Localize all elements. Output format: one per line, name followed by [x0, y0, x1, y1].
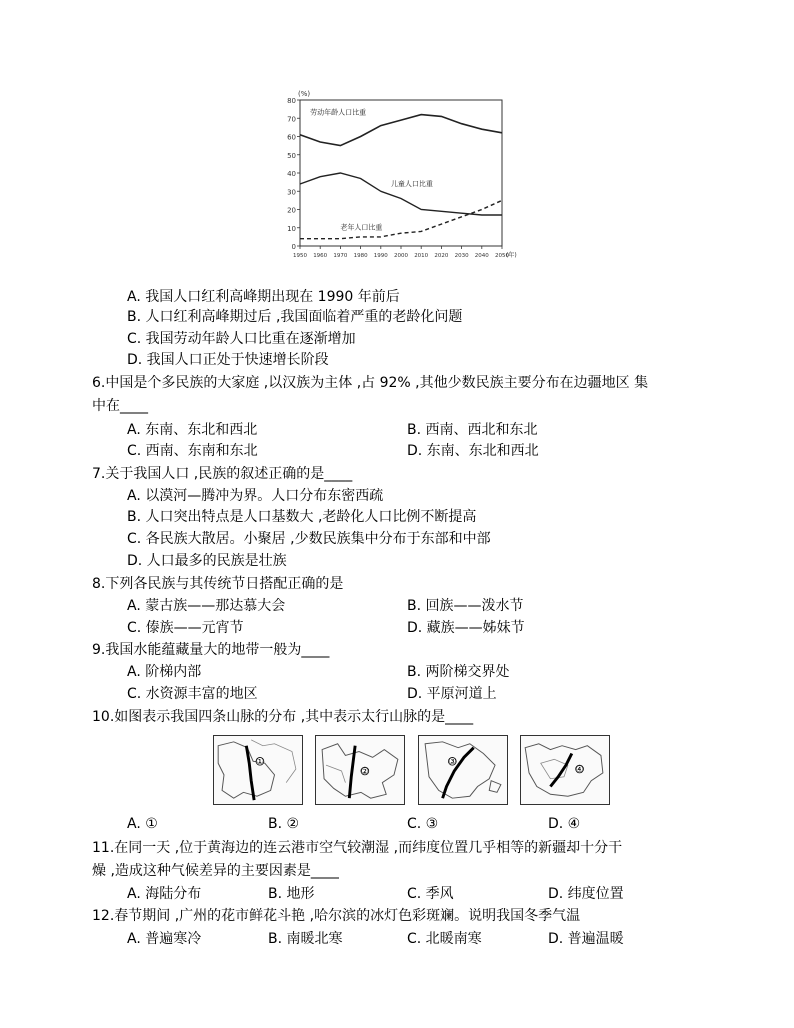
q11-option-d: D. 纬度位置	[548, 886, 624, 902]
q11-option-a: A. 海陆分布	[127, 886, 202, 902]
q10-stem: 10.如图表示我国四条山脉的分布 ,其中表示太行山脉的是____	[92, 709, 474, 725]
x-tick-label: 1980	[353, 253, 368, 259]
y-tick-label: 40	[287, 170, 296, 178]
q5-option-c: C. 我国劳动年龄人口比重在逐渐增加	[127, 331, 356, 347]
q11-stem: 11.在同一天 ,位于黄海边的连云港市空气较潮湿 ,而纬度位置几乎相等的新疆却十分干	[92, 840, 623, 856]
child-series-label: 儿童人口比重	[390, 179, 433, 188]
q12-option-d: D. 普遍温暖	[548, 931, 624, 947]
chart-frame	[300, 100, 502, 246]
q8-option-c: C. 傣族——元宵节	[127, 620, 244, 636]
x-unit-label: (年)	[506, 252, 517, 259]
mountain-map-4	[520, 735, 610, 805]
working-age-line	[300, 115, 502, 146]
y-tick-label: 70	[287, 115, 296, 124]
q10-option-b: B. ②	[268, 816, 300, 832]
y-unit-label: (%)	[298, 90, 311, 98]
x-tick-label: 2020	[434, 253, 449, 259]
map-mark-2: ②	[360, 766, 369, 777]
q6-option-b: B. 西南、西北和东北	[407, 422, 538, 438]
q12-option-a: A. 普遍寒冷	[127, 931, 202, 947]
q7-option-b: B. 人口突出特点是人口基数大 ,老龄化人口比例不断提高	[127, 509, 477, 525]
q9-option-c: C. 水资源丰富的地区	[127, 686, 258, 702]
x-tick-label: 2030	[454, 253, 469, 259]
q12-option-c: C. 北暖南寒	[407, 931, 482, 947]
elderly-series-label: 老年人口比重	[340, 223, 383, 232]
y-tick-label: 60	[287, 133, 296, 142]
q10-option-c: C. ③	[407, 816, 439, 832]
q9-stem: 9.我国水能蕴藏量大的地带一般为____	[92, 642, 330, 658]
x-tick-label: 2010	[414, 253, 429, 259]
q9-option-d: D. 平原河道上	[407, 686, 497, 702]
x-tick-label: 1950	[293, 253, 307, 259]
y-tick-label: 30	[287, 188, 296, 197]
x-tick-label: 1960	[313, 253, 328, 259]
x-tick-label: 2000	[394, 253, 408, 259]
q11-option-b: B. 地形	[268, 886, 315, 902]
q11-stem-cont: 燥 ,造成这种气候差异的主要因素是____	[92, 863, 339, 879]
map-mark-1: ①	[256, 757, 264, 768]
y-tick-label: 10	[287, 224, 296, 233]
q7-option-d: D. 人口最多的民族是壮族	[127, 553, 287, 569]
q10-option-a: A. ①	[127, 816, 158, 832]
q7-option-c: C. 各民族大散居。小聚居 ,少数民族集中分布于东部和中部	[127, 531, 491, 547]
q6-option-c: C. 西南、东南和东北	[127, 443, 258, 459]
x-tick-label: 2050	[495, 253, 509, 259]
map-mark-4: ④	[575, 764, 584, 775]
map-mark-3: ③	[448, 757, 457, 768]
q5-option-a: A. 我国人口红利高峰期出现在 1990 年前后	[127, 289, 400, 305]
q9-option-b: B. 两阶梯交界处	[407, 664, 510, 680]
q6-option-a: A. 东南、东北和西北	[127, 422, 258, 438]
x-tick-label: 1990	[373, 253, 388, 259]
working-age-series-label: 劳动年龄人口比重	[310, 108, 367, 117]
x-tick-label: 2040	[474, 253, 489, 259]
mountain-map-1	[213, 735, 303, 805]
y-tick-label: 50	[287, 151, 296, 160]
q11-option-c: C. 季风	[407, 886, 454, 902]
q8-option-a: A. 蒙古族——那达慕大会	[127, 598, 286, 614]
y-tick-label: 0	[291, 243, 296, 251]
mountain-map-2	[315, 735, 405, 805]
q10-option-d: D. ④	[548, 816, 581, 832]
q6-option-d: D. 东南、东北和西北	[407, 443, 539, 459]
y-tick-label: 80	[287, 97, 296, 105]
q7-option-a: A. 以漠河—腾冲为界。人口分布东密西疏	[127, 488, 384, 504]
q5-option-d: D. 我国人口正处于快速增长阶段	[127, 352, 329, 368]
q7-stem: 7.关于我国人口 ,民族的叙述正确的是____	[92, 466, 353, 482]
elderly-line	[300, 200, 502, 238]
q6-stem-cont: 中在____	[92, 398, 148, 414]
q5-option-b: B. 人口红利高峰期过后 ,我国面临着严重的老龄化问题	[127, 309, 463, 325]
q12-stem: 12.春节期间 ,广州的花市鲜花斗艳 ,哈尔滨的冰灯色彩斑斓。说明我国冬季气温	[92, 908, 581, 924]
population-structure-chart	[282, 86, 544, 266]
q9-option-a: A. 阶梯内部	[127, 664, 202, 680]
q8-option-b: B. 回族——泼水节	[407, 598, 524, 614]
x-tick-label: 1970	[333, 253, 348, 259]
q6-stem: 6.中国是个多民族的大家庭 ,以汉族为主体 ,占 92% ,其他少数民族主要分布在边疆地区 集	[92, 375, 649, 391]
q8-option-d: D. 藏族——姊妹节	[407, 620, 525, 636]
q12-option-b: B. 南暖北寒	[268, 931, 343, 947]
mountain-map-3	[418, 735, 508, 805]
q8-stem: 8.下列各民族与其传统节日搭配正确的是	[92, 576, 344, 592]
y-tick-label: 20	[287, 206, 296, 215]
